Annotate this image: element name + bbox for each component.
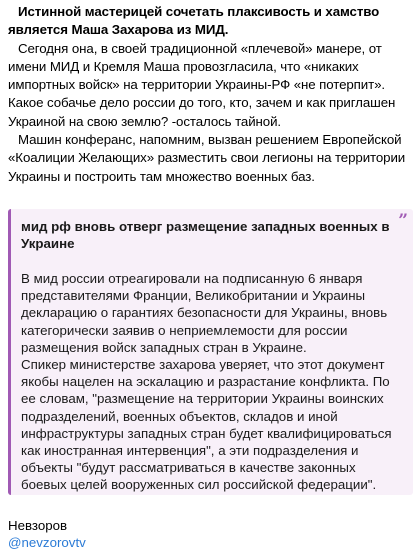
quote-paragraph: Спикер министерстве захарова уверяет, что этот документ якобы нацелен на эскалацию и разрастание конфликта. По ее словам, "размещение на территории Украины воинских подразделений, военных объектов, складов и иной инфраструктуры западных стран будет квалифицироваться как иностранная интервенция", а эти подразделения и объекты "будут рассматриваться в качестве законных боевых целей вооруженных сил российской федерации". — [21, 356, 392, 493]
post-body — [8, 3, 411, 186]
post-intro: Истинной мастерицей сочетать плаксивость и хамство является Маша Захарова из МИД. — [8, 4, 380, 38]
quote-icon: ” — [398, 210, 408, 231]
author-name: Невзоров — [8, 517, 68, 533]
post-paragraph: Сегодня она, в своей традиционной «плечевой» манере, от имени МИД и Кремля Маша провозгласила, что «никаких импортных войск» на территории Украины-РФ «не потерпит». Какое собачье дело россии до того, кто, зачем и как приглашен Украиной на свою землю? -осталось тайной. — [8, 40, 396, 129]
quote-title: мид рф вновь отверг размещение западных военных в Украине — [21, 218, 390, 252]
channel-handle-link[interactable]: @nevzorovtv — [8, 534, 86, 550]
quote-text — [21, 270, 395, 494]
quoted-message[interactable] — [8, 209, 413, 495]
quote-paragraph: В мид россии отреагировали на подписанную 6 января представителями Франции, Великобритании и Украины декларацию о гарантиях безопасности для Украины, вновь категорически заявив о неприемлемости для россии размещения войск западных стран в Украине. — [21, 270, 388, 355]
post-paragraph: Машин конферанс, напомним, вызван решением Европейской «Коалиции Желающих» разместить свои легионы на территории Украины и построить там множество военных баз. — [8, 132, 406, 184]
